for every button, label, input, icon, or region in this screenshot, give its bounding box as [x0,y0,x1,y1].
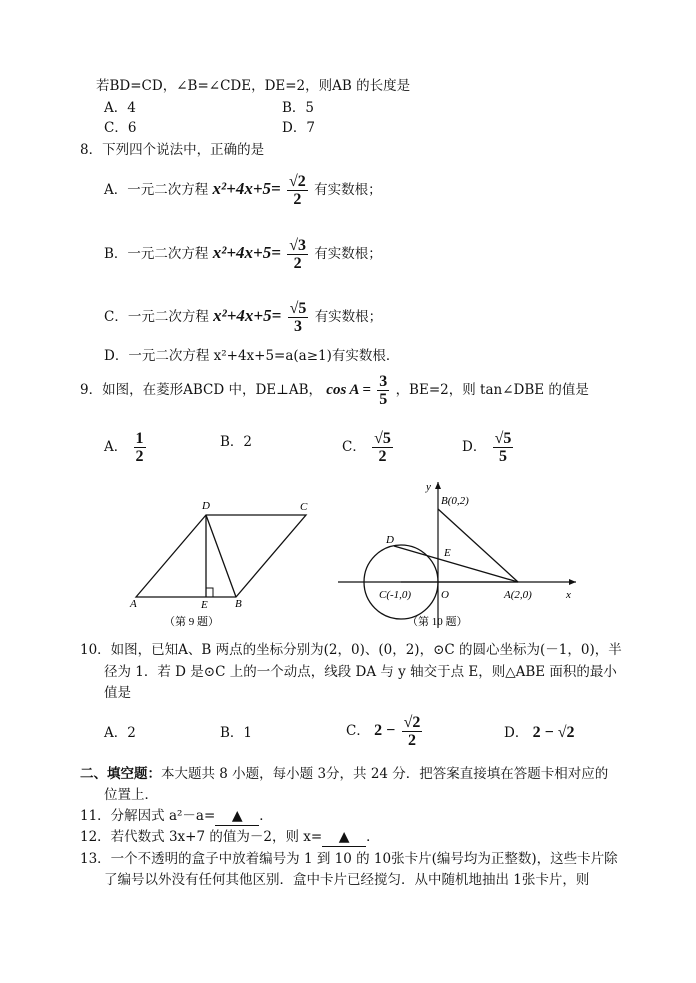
q8-a-fraction [287,173,308,208]
label-e-point: E [444,547,451,559]
section-2-line-2: 位置上． [104,787,158,803]
q8-option-b [104,237,382,272]
q8-a-prefix: A．一元二次方程 [104,182,209,198]
label-d: D [202,500,210,512]
q10-option-c [346,714,424,749]
q13-line-1: 13．一个不透明的盒子中放着编号为 1 到 10 的 10张卡片(编号均为正整数)，这些卡片除 [80,851,618,867]
q8-b-den: 2 [293,255,302,272]
q10-d-label: D． [504,725,529,741]
q9-cos-num: 3 [379,373,388,390]
q9-stem-a: 9．如图，在菱形ABCD 中，DE⊥AB， [80,382,322,398]
q9-cos-den: 5 [379,391,388,408]
q11-end: ． [259,808,273,824]
q9-option-c [342,430,395,465]
q9-d-den: 5 [499,448,508,465]
q11 [80,807,273,826]
q8-option-a [104,173,382,208]
label-b: B [235,598,242,610]
q9-stem-b: ，BE=2，则 tan∠DBE 的值是 [395,382,589,398]
segment-da [394,546,518,582]
q10-c-label: C． [346,723,370,739]
q9-cos-a: cos A = [326,382,371,398]
q9-d-fraction [493,430,514,465]
section-2-title: 二、填空题： [80,766,161,782]
q8-c-lhs: x²+4x+5= [213,306,282,325]
q10-line-3: 值是 [104,685,131,701]
q10-d-value: 2 − √2 [532,724,575,741]
q9-c-fraction [372,430,393,465]
q7-option-d: D．7 [282,120,315,136]
q8-c-suffix: 有实数根； [314,309,383,325]
q8-c-den: 3 [294,318,302,335]
q8-a-num: √2 [289,173,306,190]
q9-c-num: √5 [374,430,391,447]
q10-line-1: 10．如图，已知A、B 两点的坐标分别为(2，0)、(0，2)，⊙C 的圆心坐标为(－1，0)，半 [80,642,622,658]
label-a: A [130,598,137,610]
section-2-line-1: 本大题共 8 小题，每小题 3分，共 24 分．把答案直接填在答题卡相对应的 [161,766,609,782]
label-d-point: D [386,534,394,546]
q9-c-den: 2 [378,448,387,465]
q10-option-d [504,724,575,742]
q8-a-suffix: 有实数根； [314,182,382,198]
figure-9-caption: （第 9 题） [164,616,219,628]
label-x: x [566,589,571,601]
right-angle-mark [206,588,213,597]
label-y: y [426,481,431,493]
q11-text: 11．分解因式 a²－a= [80,808,216,824]
q8-b-lhs: x²+4x+5= [212,243,281,262]
label-c-point: C(-1,0) [379,589,412,601]
q9-option-d [462,430,515,465]
q8-a-lhs: x²+4x+5= [212,179,281,198]
q10-line-2: 径为 1．若 D 是⊙C 上的一个动点，线段 DA 与 y 轴交于点 E，则△ABE 面积的最小 [104,664,617,680]
q8-stem: 8．下列四个说法中，正确的是 [80,142,265,158]
q13-line-2: 了编号以外没有任何其他区别．盒中卡片已经搅匀．从中随机地抽出 1张卡片，则 [104,872,590,888]
q8-b-suffix: 有实数根； [314,246,382,262]
q7-stem: 若BD=CD，∠B=∠CDE，DE=2，则AB 的长度是 [96,78,411,94]
q8-c-prefix: C．一元二次方程 [104,309,209,325]
q9-a-num: 1 [135,430,144,447]
figure-9-rhombus [120,490,320,630]
q7-option-b: B．5 [282,100,315,116]
q8-option-d: D．一元二次方程 x²+4x+5=a(a≥1)有实数根． [104,348,400,364]
figure-10-coordinate [330,476,580,636]
q7-option-c: C．6 [104,120,137,136]
y-axis-arrow [435,482,441,489]
q12-answer-blank[interactable]: ▲ [322,828,366,847]
q10-c-den: 2 [407,732,416,749]
q9-c-label: C． [342,439,366,455]
q9-d-label: D． [462,439,487,455]
q8-c-fraction [288,300,309,335]
label-a-point: A(2,0) [504,589,532,601]
q8-a-den: 2 [293,191,302,208]
q12-text: 12．若代数式 3x+7 的值为－2，则 x= [80,829,323,845]
label-e: E [201,599,208,611]
q10-option-b: B．1 [220,725,253,741]
q8-b-prefix: B．一元二次方程 [104,246,209,262]
q9-d-num: √5 [494,430,512,447]
q8-b-fraction [287,237,308,272]
q10-c-fraction [402,714,423,749]
label-b-point: B(0,2) [441,495,469,507]
q9-a-label: A． [104,439,128,455]
q9-a-den: 2 [135,448,144,465]
q12-end: ． [366,829,380,845]
q9-a-fraction [134,430,146,465]
q8-option-c [104,300,382,335]
q8-c-num: √5 [289,300,307,317]
label-c: C [300,501,308,513]
q8-b-num: √3 [289,237,306,254]
section-2-header [80,765,608,783]
label-origin: O [441,589,449,601]
q9-option-b: B．2 [220,434,253,450]
q7-option-a: A．4 [104,100,136,116]
figure-10-caption: （第 10 题） [407,616,468,628]
q11-answer-blank[interactable]: ▲ [215,807,259,826]
q9-stem [80,373,589,408]
q10-option-a: A．2 [104,725,136,741]
q12 [80,828,380,847]
q9-cos-fraction [377,373,389,408]
q9-option-a [104,430,148,465]
q10-c-num: √2 [403,714,421,731]
x-axis-arrow [569,579,576,585]
q10-c-pre: 2 − [374,722,396,739]
segment-db [206,515,236,597]
